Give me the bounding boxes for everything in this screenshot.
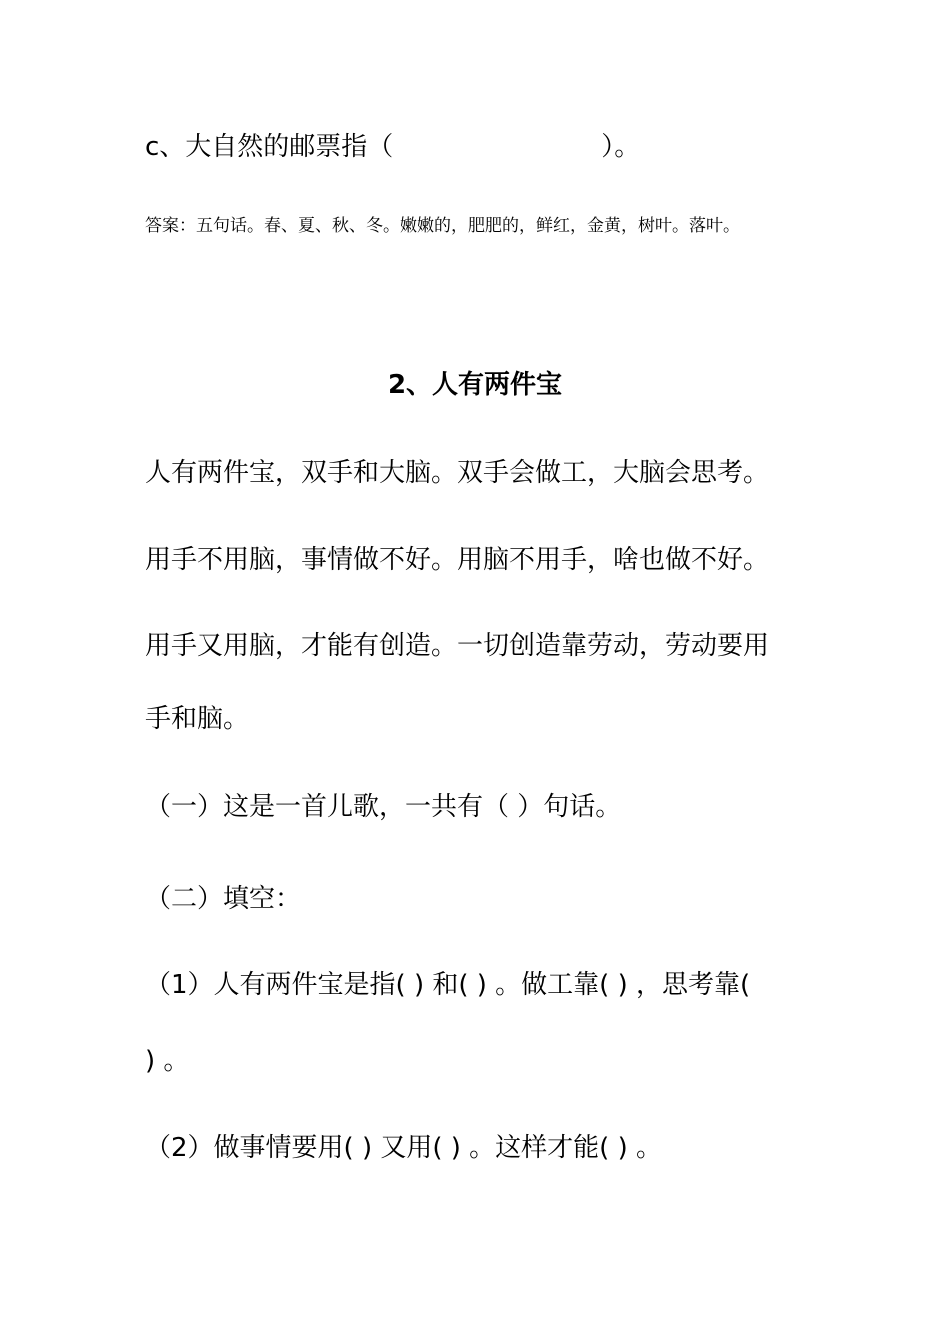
poem-line-3: 用手又用脑，才能有创造。一切创造靠劳动，劳动要用 [145, 631, 770, 661]
answer-text: 答案：五句话。春、夏、秋、冬。嫩嫩的，肥肥的，鲜红，金黄，树叶。落叶。 [145, 216, 740, 236]
question-2-1-line-2: ) 。 [145, 1046, 190, 1076]
section-title: 2、人有两件宝 [387, 370, 563, 400]
question-2-heading: （二）填空： [145, 884, 302, 914]
poem-line-1: 人有两件宝，双手和大脑。双手会做工，大脑会思考。 [145, 458, 770, 488]
question-2-1-line-1: （1）人有两件宝是指( ) 和( ) 。做工靠( ) ，思考靠( [145, 970, 751, 1000]
question-c: c、大自然的邮票指（ ）。 [145, 132, 641, 162]
poem-line-2: 用手不用脑，事情做不好。用脑不用手，啥也做不好。 [145, 545, 770, 575]
question-1: （一）这是一首儿歌，一共有（ ）句话。 [145, 792, 622, 822]
poem-line-4: 手和脑。 [145, 704, 250, 734]
question-2-2: （2）做事情要用( ) 又用( ) 。这样才能( ) 。 [145, 1133, 662, 1163]
